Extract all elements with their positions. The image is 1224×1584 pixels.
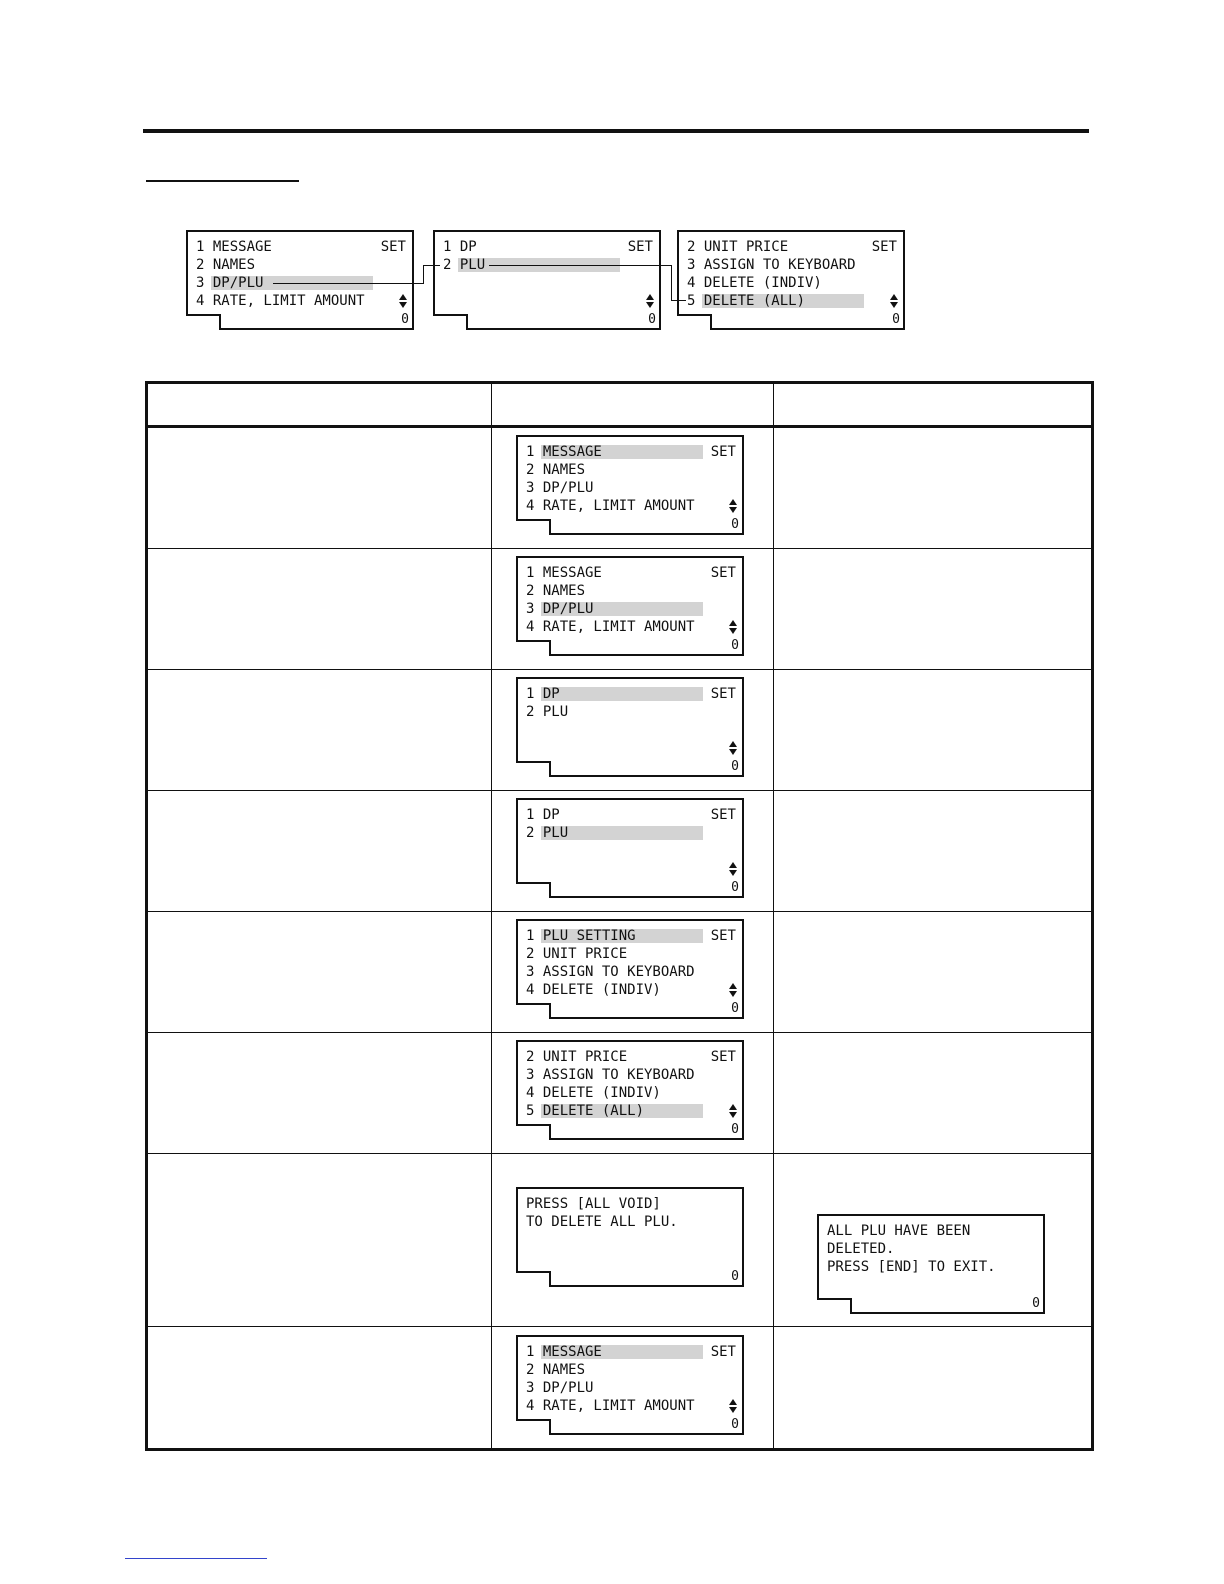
- lcd-display: [817, 1214, 1045, 1300]
- lcd-line: [526, 443, 738, 461]
- lcd-display: [516, 798, 744, 884]
- display-screen-step-1: [516, 435, 744, 537]
- set-label: SET: [380, 239, 406, 255]
- display-screen-step-8: [516, 1335, 744, 1437]
- lcd-line-text: 2 UNIT PRICE: [526, 1049, 628, 1065]
- lcd-line: [827, 1276, 1039, 1294]
- lcd-counter: 0: [401, 312, 409, 327]
- lcd-display: [516, 677, 744, 763]
- lcd-line-text: 4 RATE, LIMIT AMOUNT: [526, 498, 695, 514]
- row-divider: [148, 1326, 1091, 1327]
- lcd-status-bar: [549, 1271, 744, 1287]
- lcd-line-text: 2 NAMES: [526, 583, 586, 599]
- lcd-counter: 0: [731, 1001, 739, 1016]
- lcd-line: [526, 981, 738, 999]
- nav-screen-dp-plu-menu: [433, 230, 661, 332]
- scroll-arrows-icon: [728, 860, 738, 878]
- lcd-counter: 0: [731, 1417, 739, 1432]
- lcd-line: [526, 1048, 738, 1066]
- scroll-arrows-icon: [398, 292, 408, 310]
- nav-screen-plu-menu: [677, 230, 905, 332]
- scroll-arrows-icon: [728, 1397, 738, 1415]
- lcd-line-text: TO DELETE ALL PLU.: [526, 1214, 678, 1230]
- lcd-line-text: 4 DELETE (INDIV): [687, 275, 822, 291]
- row-divider: [148, 790, 1091, 791]
- lcd-counter: 0: [648, 312, 656, 327]
- lcd-line: [526, 1379, 738, 1397]
- connector-line: [273, 283, 424, 284]
- row-divider: [148, 548, 1091, 549]
- lcd-display: [516, 1187, 744, 1273]
- lcd-line: [526, 1397, 738, 1415]
- lcd-display: [516, 556, 744, 642]
- lcd-line-text: 4 RATE, LIMIT AMOUNT: [196, 293, 365, 309]
- scroll-arrows-icon: [728, 739, 738, 757]
- lcd-line: [196, 292, 408, 310]
- lcd-line: [526, 618, 738, 636]
- lcd-line: [526, 945, 738, 963]
- lcd-line-text: PRESS [ALL VOID]: [526, 1196, 661, 1212]
- set-label: SET: [710, 1049, 736, 1065]
- lcd-line-text: 4 DELETE (INDIV): [526, 1085, 661, 1101]
- scroll-arrows-icon: [645, 292, 655, 310]
- display-screen-step-2: [516, 556, 744, 658]
- lcd-line: [526, 739, 738, 757]
- header-divider: [148, 425, 1091, 428]
- lcd-line: [526, 1249, 738, 1267]
- nav-screen-main-menu: [186, 230, 414, 332]
- lcd-line-text: 3 ASSIGN TO KEYBOARD: [687, 257, 856, 273]
- lcd-line: [443, 292, 655, 310]
- set-label: SET: [710, 1344, 736, 1360]
- row-divider: [148, 1153, 1091, 1154]
- scroll-arrows-icon: [728, 497, 738, 515]
- display-screen-step-6: [516, 1040, 744, 1142]
- lcd-line-text: 4 RATE, LIMIT AMOUNT: [526, 1398, 695, 1414]
- lcd-counter: 0: [892, 312, 900, 327]
- display-screen-step-7-result: [817, 1214, 1045, 1316]
- lcd-status-bar: [549, 1419, 744, 1435]
- lcd-line-text: 1 DP: [526, 686, 560, 702]
- lcd-display: [516, 919, 744, 1005]
- lcd-line-text: 3 DP/PLU: [526, 1380, 594, 1396]
- set-label: SET: [710, 444, 736, 460]
- lcd-line: [526, 685, 738, 703]
- lcd-line: [196, 238, 408, 256]
- lcd-line-text: DELETED.: [827, 1241, 895, 1257]
- scroll-arrows-icon: [728, 981, 738, 999]
- lcd-line-text: 2 PLU: [526, 704, 569, 720]
- header-rule: [143, 129, 1089, 133]
- lcd-line: [687, 256, 899, 274]
- lcd-line: [526, 1361, 738, 1379]
- lcd-line-text: 3 ASSIGN TO KEYBOARD: [526, 964, 695, 980]
- set-label: SET: [710, 686, 736, 702]
- row-divider: [148, 669, 1091, 670]
- lcd-line: [526, 927, 738, 945]
- lcd-line-text: 1 MESSAGE: [526, 444, 602, 460]
- lcd-line-text: 2 PLU: [443, 257, 486, 273]
- display-screen-step-3: [516, 677, 744, 779]
- lcd-line-text: 3 ASSIGN TO KEYBOARD: [526, 1067, 695, 1083]
- lcd-line-text: PRESS [END] TO EXIT.: [827, 1259, 996, 1275]
- lcd-line-text: 2 PLU: [526, 825, 569, 841]
- lcd-counter: 0: [1032, 1296, 1040, 1311]
- lcd-line: [526, 1084, 738, 1102]
- lcd-counter: 0: [731, 880, 739, 895]
- lcd-line-text: 2 UNIT PRICE: [526, 946, 628, 962]
- lcd-line-text: 1 MESSAGE: [526, 565, 602, 581]
- lcd-display: [677, 230, 905, 316]
- lcd-line: [443, 238, 655, 256]
- lcd-line-text: ALL PLU HAVE BEEN: [827, 1223, 971, 1239]
- lcd-line: [526, 703, 738, 721]
- lcd-line-text: 4 RATE, LIMIT AMOUNT: [526, 619, 695, 635]
- lcd-line-text: 1 DP: [443, 239, 477, 255]
- lcd-line: [526, 721, 738, 739]
- footer-link-underline: [125, 1558, 267, 1559]
- lcd-line-text: 2 NAMES: [526, 1362, 586, 1378]
- connector-line: [489, 265, 672, 266]
- lcd-line-text: 2 UNIT PRICE: [687, 239, 789, 255]
- lcd-status-bar: [850, 1298, 1045, 1314]
- lcd-line: [526, 963, 738, 981]
- set-label: SET: [710, 565, 736, 581]
- lcd-status-bar: [549, 1124, 744, 1140]
- display-screen-step-4: [516, 798, 744, 900]
- lcd-line: [687, 238, 899, 256]
- lcd-line: [526, 1102, 738, 1120]
- cursor-highlight: [541, 687, 703, 701]
- row-divider: [148, 911, 1091, 912]
- lcd-status-bar: [549, 882, 744, 898]
- lcd-line-text: 1 DP: [526, 807, 560, 823]
- lcd-display: [433, 230, 661, 316]
- lcd-line-text: 2 NAMES: [196, 257, 256, 273]
- connector-line: [671, 265, 672, 301]
- lcd-line: [526, 1213, 738, 1231]
- lcd-line-text: 1 PLU SETTING: [526, 928, 636, 944]
- section-heading-underline: [146, 180, 299, 182]
- lcd-status-bar: [466, 314, 661, 330]
- lcd-line: [526, 497, 738, 515]
- lcd-line-text: 1 MESSAGE: [526, 1344, 602, 1360]
- scroll-arrows-icon: [728, 1102, 738, 1120]
- set-label: SET: [627, 239, 653, 255]
- lcd-line: [687, 274, 899, 292]
- lcd-status-bar: [549, 640, 744, 656]
- display-screen-step-5: [516, 919, 744, 1021]
- lcd-line: [526, 1231, 738, 1249]
- lcd-line: [526, 824, 738, 842]
- lcd-counter: 0: [731, 638, 739, 653]
- lcd-line-text: 3 DP/PLU: [526, 480, 594, 496]
- lcd-line: [687, 292, 899, 310]
- lcd-line: [526, 860, 738, 878]
- set-label: SET: [710, 807, 736, 823]
- lcd-line: [526, 600, 738, 618]
- set-label: SET: [710, 928, 736, 944]
- lcd-line-text: 2 NAMES: [526, 462, 586, 478]
- lcd-line: [526, 1066, 738, 1084]
- lcd-line-text: 3 DP/PLU: [526, 601, 594, 617]
- lcd-counter: 0: [731, 517, 739, 532]
- set-label: SET: [871, 239, 897, 255]
- lcd-line: [526, 564, 738, 582]
- lcd-status-bar: [710, 314, 905, 330]
- lcd-line: [827, 1240, 1039, 1258]
- lcd-counter: 0: [731, 1122, 739, 1137]
- lcd-counter: 0: [731, 759, 739, 774]
- lcd-line: [443, 274, 655, 292]
- lcd-line: [526, 1343, 738, 1361]
- lcd-counter: 0: [731, 1269, 739, 1284]
- lcd-display: [516, 435, 744, 521]
- lcd-line: [526, 1195, 738, 1213]
- lcd-line-text: 5 DELETE (ALL): [687, 293, 806, 309]
- lcd-status-bar: [549, 519, 744, 535]
- lcd-line: [526, 461, 738, 479]
- lcd-status-bar: [549, 761, 744, 777]
- connector-line: [671, 300, 686, 301]
- display-screen-step-7: [516, 1187, 744, 1289]
- lcd-display: [516, 1335, 744, 1421]
- lcd-line: [827, 1258, 1039, 1276]
- connector-line: [423, 265, 440, 266]
- lcd-display: [186, 230, 414, 316]
- lcd-line-text: 1 MESSAGE: [196, 239, 272, 255]
- lcd-line: [526, 842, 738, 860]
- scroll-arrows-icon: [889, 292, 899, 310]
- row-divider: [148, 1032, 1091, 1033]
- column-divider: [773, 384, 774, 1448]
- lcd-line-text: 3 DP/PLU: [196, 275, 264, 291]
- column-divider: [491, 384, 492, 1448]
- lcd-line: [526, 479, 738, 497]
- lcd-status-bar: [549, 1003, 744, 1019]
- lcd-line-text: 4 DELETE (INDIV): [526, 982, 661, 998]
- lcd-display: [516, 1040, 744, 1126]
- lcd-line: [196, 256, 408, 274]
- lcd-status-bar: [219, 314, 414, 330]
- lcd-line: [827, 1222, 1039, 1240]
- lcd-line: [526, 806, 738, 824]
- scroll-arrows-icon: [728, 618, 738, 636]
- connector-line: [423, 265, 424, 284]
- lcd-line: [526, 582, 738, 600]
- lcd-line-text: 5 DELETE (ALL): [526, 1103, 645, 1119]
